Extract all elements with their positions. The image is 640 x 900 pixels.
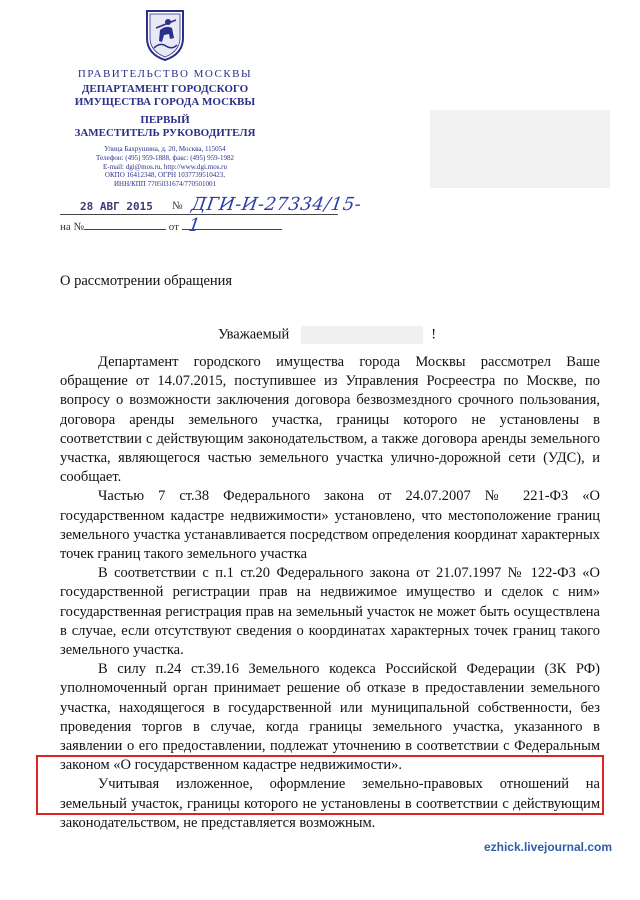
moscow-coat-of-arms-icon [144, 8, 186, 62]
handwritten-number: ДГИ-И-27334/15-1 [187, 194, 363, 236]
salutation [218, 326, 436, 344]
ot-underline [182, 220, 282, 230]
number-prefix: № [172, 200, 183, 212]
letter-subject: О рассмотрении обращения [60, 273, 233, 289]
department-line: ИМУЩЕСТВА ГОРОДА МОСКВЫ [74, 96, 256, 108]
redacted-addressee [430, 110, 610, 188]
body-paragraph: Частью 7 ст.38 Федерального закона от 24.07.2007 № 221-ФЗ «О государственном кадастре недвижимости» установлено, что местоположение границ земельного участка устанавливается посредством определения координат характерных точек границ такого земельного участка [60, 488, 600, 563]
okpo: ОКПО 16412348, ОГРН 1037739510423, [104, 171, 226, 180]
na-label: на № [60, 221, 85, 233]
position-line: ПЕРВЫЙ [140, 114, 190, 126]
body-paragraph: В силу п.24 ст.39.16 Земельного кодекса Российской Федерации (ЗК РФ) уполномоченный орган принимает решение об отказе в предоставлении земельного участка, находящегося в государственной или муниципальной собственности, без проведения торгов в случае, когда границы земельного участка, указанного в заявлении о его предоставлении, подлежат уточнению в соответствии с Федеральным законом «О государственном кадастре недвижимости». [60, 661, 600, 774]
signatory-position [40, 114, 290, 140]
salutation-end: ! [431, 326, 437, 343]
position-line: ЗАМЕСТИТЕЛЬ РУКОВОДИТЕЛЯ [74, 127, 256, 139]
contact-block [40, 145, 290, 189]
registration-underline [60, 214, 338, 215]
date-stamp: 28 АВГ 2015 [80, 200, 153, 213]
redacted-name [301, 326, 423, 344]
salutation-start: Уважаемый [218, 326, 290, 343]
org-name: ПРАВИТЕЛЬСТВО МОСКВЫ [77, 68, 253, 80]
inn: ИНН/КПП 7705031674/770501001 [113, 180, 217, 189]
body-paragraph: В соответствии с п.1 ст.20 Федерального закона от 21.07.1997 № 122-ФЗ «О государственной регистрации прав на недвижимое имущество и сделок с ним» государственная регистрация прав на земельный участок не может быть осуществлена в случае, если отсутствуют сведения о координатах характерных точек границ такого земельного участка. [60, 565, 600, 659]
body-paragraph: Департамент городского имущества города Москвы рассмотрел Ваше обращение от 14.07.2015, поступившее из Управления Росреестра по Москве, по вопросу о возможности заключения договора безвозмездного срочного пользования, договора аренды земельного участка, границы которого не установлены в соответствии с действующим законодательством, а также договора аренды земельного участка, являющегося частью земельного участка улично-дорожной сети (УДС), и сообщает. [60, 354, 600, 486]
na-underline [84, 220, 166, 230]
department-name [40, 83, 290, 109]
watermark: ezhick.livejournal.com [483, 840, 612, 854]
phone: Телефон: (495) 959-1888, факс: (495) 959-1982 [96, 153, 234, 162]
highlight-box [36, 755, 604, 815]
email: E-mail: dgi@mos.ru, http://www.dgi.mos.ru [102, 162, 227, 171]
letterhead [40, 8, 290, 189]
body-paragraph-conclusion: Учитывая изложенное, оформление земельно-правовых отношений на земельный участок, границы которого не установлены в соответствии с действующим законодательством, не представляется возможным. [60, 776, 600, 831]
ot-label: от [168, 221, 179, 233]
reference-line [60, 220, 282, 233]
address: Улица Бахрушина, д. 20, Москва, 115054 [104, 145, 226, 153]
department-line: ДЕПАРТАМЕНТ ГОРОДСКОГО [81, 83, 249, 95]
